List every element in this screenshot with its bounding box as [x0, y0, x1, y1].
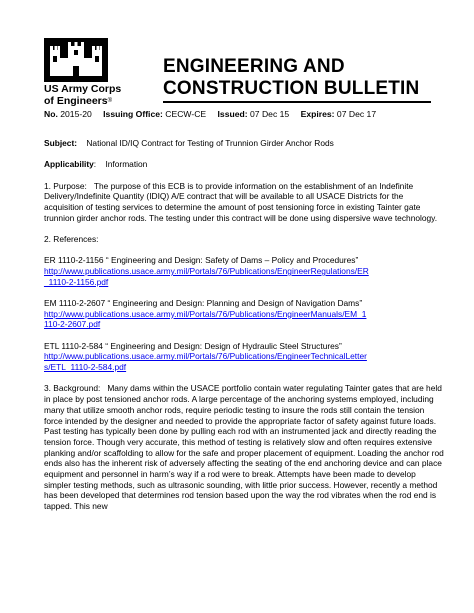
bulletin-body: [44, 138, 444, 522]
title-line-2: CONSTRUCTION BULLETIN: [163, 78, 420, 99]
expires-label: Expires:: [300, 109, 335, 119]
org-line-1: US Army Corps: [44, 83, 122, 95]
purpose-paragraph: [44, 181, 444, 224]
subject-value: National ID/IQ Contract for Testing of Trunnion Girder Anchor Rods: [86, 138, 334, 148]
references-heading: 2. References:: [44, 234, 99, 244]
background-heading: 3. Background:: [44, 383, 101, 394]
subject-label: Subject:: [44, 138, 78, 148]
applicability-label: Applicability: [44, 159, 94, 170]
reference-link[interactable]: http://www.publications.usace.army.mil/Portals/76/Publications/EngineerTechnicalLetter: [44, 351, 367, 362]
number-label: No.: [44, 109, 58, 119]
background-text: Many dams within the USACE portfolio contain water regulating Tainter gates that are held in place by post tensioned anchor rods. A large percentage of the anchoring systems employed, including many that utilize smooth anchor rods, require periodic testing to insure the rods still contain the tension force intended by the designer and needed to provide the appropriate factor of safety against future loads. Past testing has typically been done by pulling each rod with an instrumented jack and directly reading the tension force. Though very accurate, this method of testing is relatively slow and often requires extensive planking and/or scaffolding to allow for the safe and proper placement of equipment. Loading the anchor rod ends also has the inherent risk of adversely affecting the seating of the end anchoring device and can place equipment and personnel in harm’s way if a rod were to break. Attempts have been made to develop simpler testing methods, such as ultrasonic sounding, with little prior success. However, recently a method has been developed that determines rod tension based upon the way the rod vibrates when the rod end is tapped. This new: [44, 383, 444, 512]
reference-item: [44, 255, 444, 287]
org-name: [44, 83, 121, 107]
registered-mark: ®: [107, 98, 113, 104]
usace-castle-logo: [44, 38, 108, 82]
reference-link-continued[interactable]: s/ETL_1110-2-584.pdf: [44, 362, 127, 373]
reference-title: ETL 1110-2-584 “ Engineering and Design: Design of Hydraulic Steel Structures”: [44, 340, 342, 351]
issuing-office-label: Issuing Office:: [103, 109, 163, 119]
subject-line: [44, 138, 444, 149]
org-line-2: [44, 95, 121, 107]
org-line-2-text: of Engineers: [44, 95, 108, 107]
expires-value: 07 Dec 17: [336, 109, 377, 119]
reference-item: [44, 298, 444, 330]
title-rule: [163, 101, 431, 103]
applicability-value: Information: [105, 159, 148, 170]
reference-item: [44, 341, 444, 373]
reference-link-continued[interactable]: _1110-2-1156.pdf: [44, 276, 109, 287]
purpose-text: The purpose of this ECB is to provide information on the establishment of an Indefinite Delivery/Indefinite Quantity (IDIQ) A/E contract that will be available to all USACE Districts for the acquisition of testing services to determine the amount of post tensioning force in existing Tainter gate trunnion girder anchor rods. The testing under this contract will be done using dispersive wave technology.: [44, 180, 438, 223]
bulletin-meta: [44, 109, 444, 119]
reference-title: EM 1110-2-2607 “ Engineering and Design: Planning and Design of Navigation Dams”: [44, 298, 363, 308]
reference-title: ER 1110-2-1156 “ Engineering and Design: Safety of Dams – Policy and Procedures”: [44, 255, 359, 266]
reference-link[interactable]: http://www.publications.usace.army.mil/Portals/76/Publications/EngineerManuals/EM_1: [44, 308, 367, 319]
title-line-1: ENGINEERING AND: [163, 56, 345, 77]
purpose-heading: 1. Purpose:: [44, 180, 87, 191]
issued-value: 07 Dec 15: [250, 109, 290, 119]
issued-label: Issued:: [217, 109, 248, 119]
background-paragraph: [44, 383, 444, 511]
applicability-line: Applicability: Information: [44, 159, 148, 170]
reference-link[interactable]: http://www.publications.usace.army.mil/Portals/76/Publications/EngineerRegulations/ER: [44, 266, 369, 276]
number-value: 2015-20: [60, 109, 92, 119]
issuing-office-value: CECW-CE: [165, 109, 207, 119]
bulletin-title: [163, 56, 419, 100]
reference-link-continued[interactable]: 110-2-2607.pdf: [44, 319, 101, 330]
